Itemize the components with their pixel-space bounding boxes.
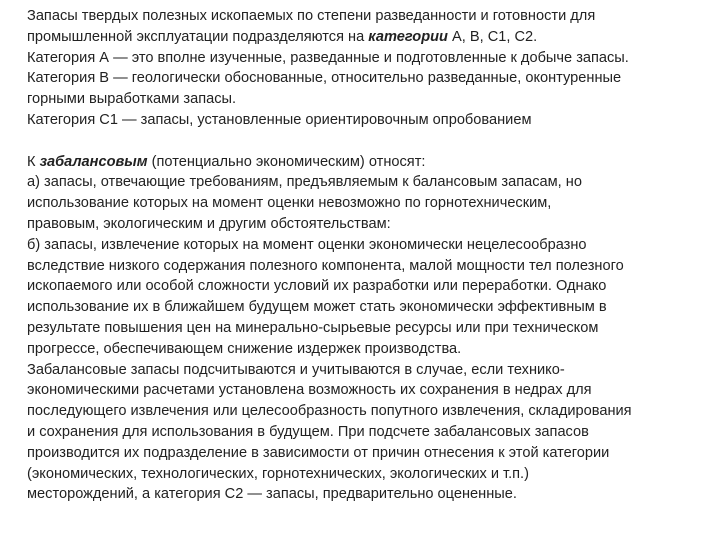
text-line (27, 27, 714, 48)
text-line (27, 152, 714, 173)
text-line: Забалансовые запасы подсчитываются и учитываются в случае, если технико- (27, 361, 565, 378)
text-line: Категория С1 — запасы, установленные ориентировочным опробованием (27, 111, 532, 128)
text-line: ископаемого или особой сложности условий их разработки или переработки. Однако (27, 278, 607, 295)
text-line: правовым, экологическим и другим обстоятельствам: (27, 215, 391, 232)
paragraph-categories (27, 6, 714, 131)
text-line: горными выработками запасы. (27, 91, 237, 108)
text-line: б) запасы, извлечение которых на момент оценки экономически нецелесообразно (27, 236, 587, 253)
text-span: К (27, 153, 40, 170)
term-categories: категории (368, 28, 448, 45)
text-span: А, В, С1, С2. (447, 28, 538, 45)
text-line: месторождений, а категория С2 — запасы, предварительно оцененные. (27, 486, 517, 503)
text-line: а) запасы, отвечающие требованиям, предъявляемым к балансовым запасам, но (27, 174, 582, 191)
text-line: производится их подразделение в зависимости от причин отнесения к этой категории (27, 444, 610, 461)
text-line: последующего извлечения или целесообразность попутного извлечения, складирования (27, 403, 632, 420)
text-line: Запасы твердых полезных ископаемых по степени разведанности и готовности для (27, 8, 596, 24)
text-span: промышленной эксплуатации подразделяются на (27, 28, 369, 45)
text-line: экономическими расчетами установлена возможность их сохранения в недрах для (27, 382, 592, 399)
text-line: результате повышения цен на минерально-сырьевые ресурсы или при техническом (27, 319, 599, 336)
text-line: использование которых на момент оценки невозможно по горнотехническим, (27, 195, 552, 212)
text-line: вследствие низкого содержания полезного компонента, малой мощности тел полезного (27, 257, 624, 274)
text-line: использование их в ближайшем будущем может стать экономически эффективным в (27, 299, 607, 316)
text-line: прогрессе, обеспечивающем снижение издержек производства. (27, 340, 462, 357)
text-line: Категория В — геологически обоснованные, относительно разведанные, оконтуренные (27, 70, 622, 87)
term-off-balance: забалансовым (39, 153, 148, 170)
text-line: (экономических, технологических, горнотехнических, экологических и т.п.) (27, 465, 529, 482)
text-line: и сохранения для использования в будущем. При подсчете забалансовых запасов (27, 423, 589, 440)
text-span: (потенциально экономическим) относят: (147, 153, 426, 170)
paragraph-gap (27, 131, 714, 152)
paragraph-off-balance (27, 152, 714, 506)
text-line: Категория А — это вполне изученные, разведанные и подготовленные к добыче запасы. (27, 49, 629, 66)
